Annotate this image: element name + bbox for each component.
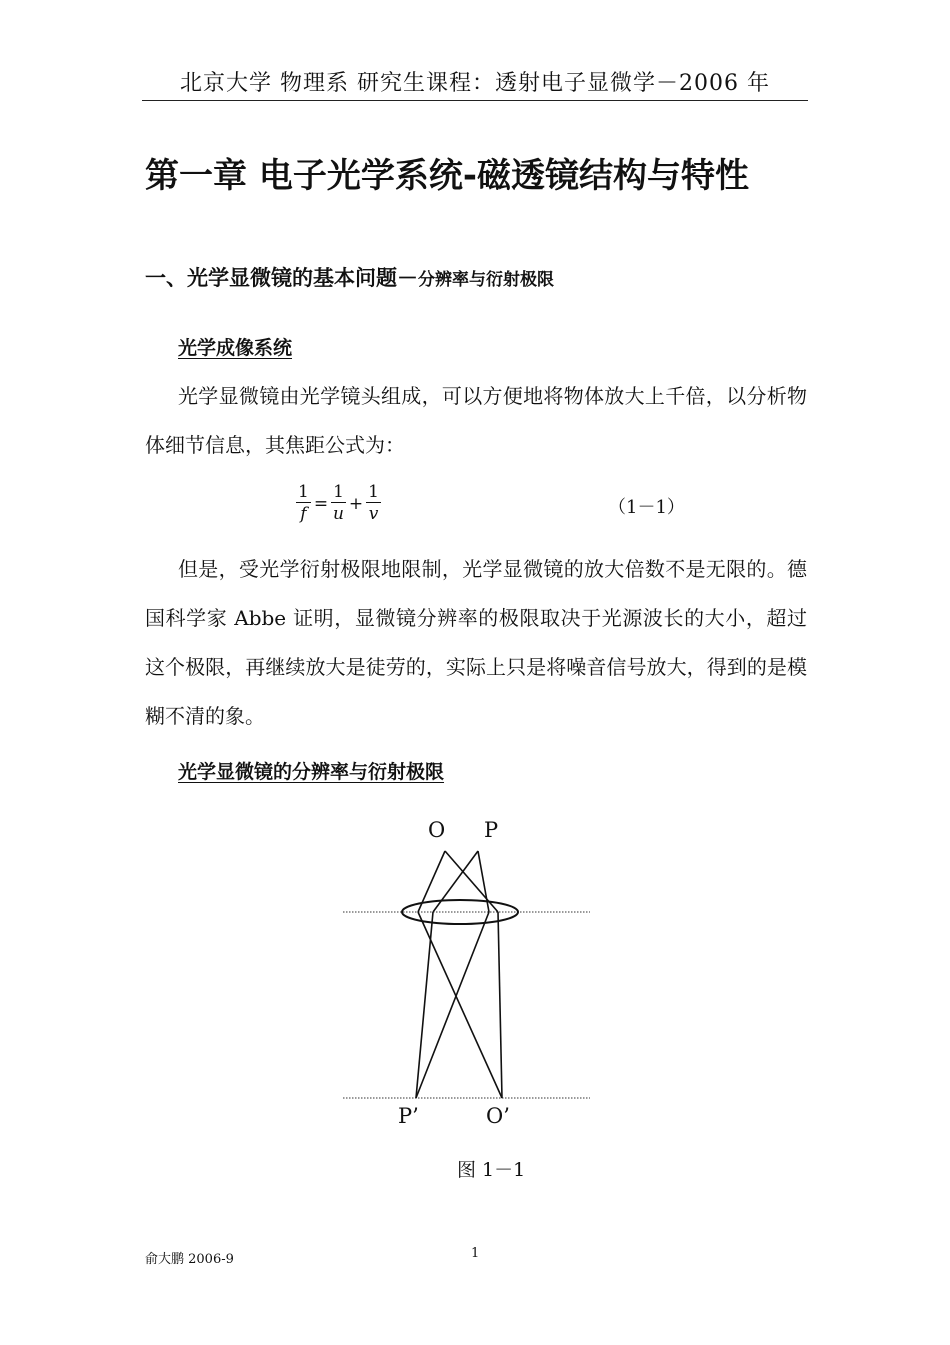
paragraph-abbe-limit: 但是，受光学衍射极限地限制，光学显微镜的放大倍数不是无限的。德国科学家 Abbe 证明，显微镜分辨率的极限取决于光源波长的大小，超过这个极限，再继续放大是徒劳的，实际上只是将噪音信号放大，得到的是模糊不清的象。 [145, 557, 807, 728]
label-object-p: P [484, 818, 499, 842]
ray-p-right [478, 851, 489, 912]
figure-caption: 图 1－1 [457, 1159, 526, 1181]
numerator: 1 [298, 482, 309, 502]
paragraph-focal-formula-intro: 光学显微镜由光学镜头组成，可以方便地将物体放大上千倍，以分析物体细节信息，其焦距公式为： [145, 384, 807, 457]
ray-o-left [418, 851, 445, 912]
ray-o-right-image [498, 912, 502, 1098]
numerator: 1 [368, 482, 379, 502]
label-image-p: P’ [398, 1104, 419, 1128]
denominator: f [300, 504, 307, 524]
equals-sign: = [313, 493, 329, 514]
chapter-title: 第一章 电子光学系统-磁透镜结构与特性 [145, 156, 749, 196]
page-number: 1 [471, 1246, 480, 1261]
section-heading-sub: 分辨率与衍射极限 [418, 270, 554, 290]
label-object-o: O [428, 818, 446, 842]
denominator: v [368, 504, 379, 524]
ray-p-left-image [416, 912, 433, 1098]
label-image-o: O’ [486, 1104, 510, 1128]
running-header: 北京大学 物理系 研究生课程：透射电子显微学－2006 年 [180, 71, 770, 96]
equation-number: （1－1） [608, 497, 685, 518]
section-heading-main: 一、光学显微镜的基本问题－ [145, 266, 418, 290]
subsection-imaging-system: 光学成像系统 [178, 337, 293, 359]
numerator: 1 [333, 482, 344, 502]
subsection-resolution-limit: 光学显微镜的分辨率与衍射极限 [178, 761, 445, 783]
footer-author-date: 俞大鹏 2006-9 [145, 1252, 234, 1267]
plus-sign: + [348, 493, 364, 514]
denominator: u [333, 504, 344, 524]
ray-p-right-image [416, 912, 489, 1098]
